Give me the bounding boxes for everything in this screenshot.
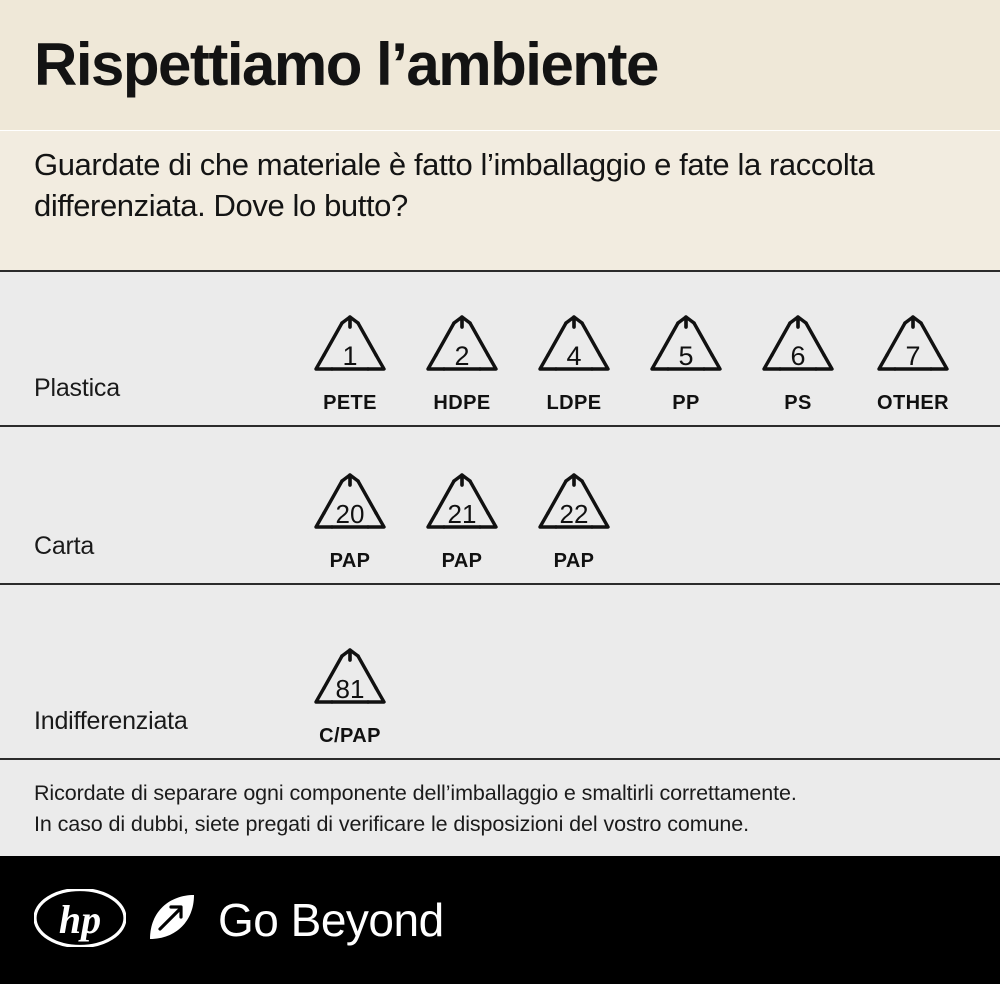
symbol-number: 81 <box>335 674 365 704</box>
brand-footer <box>0 856 1000 984</box>
recycling-symbol <box>518 461 630 573</box>
recycling-symbol <box>406 461 518 573</box>
symbol-code: C/PAP <box>319 725 381 747</box>
symbol-number: 7 <box>905 341 921 371</box>
title-band <box>0 0 1000 130</box>
note-line-2: In caso di dubbi, siete pregati di verificare le disposizioni del vostro comune. <box>34 811 750 836</box>
recycling-symbol <box>854 303 972 415</box>
symbol-code: HDPE <box>433 392 491 414</box>
symbol-code: PAP <box>553 550 595 572</box>
brand-tagline: Go Beyond <box>218 894 444 946</box>
symbol-number: 21 <box>447 499 477 529</box>
note-line-1: Ricordate di separare ogni componente dell’imballaggio e smaltirli correttamente. <box>34 781 797 805</box>
recycling-symbol <box>294 636 406 748</box>
disposal-note <box>0 758 1000 856</box>
symbol-group-carta <box>294 461 630 583</box>
recycling-triangle-icon <box>865 303 961 391</box>
table-row <box>0 425 1000 583</box>
symbol-number: 5 <box>678 341 694 371</box>
recycling-symbol <box>518 303 630 415</box>
recycling-triangle-icon <box>302 636 398 724</box>
material-label-carta: Carta <box>34 532 95 560</box>
recycling-triangle-icon <box>526 461 622 549</box>
page-title: Rispettiamo l’ambiente <box>34 30 658 98</box>
recycling-symbol <box>294 461 406 573</box>
materials-table <box>0 270 1000 758</box>
svg-text:hp: hp <box>58 896 102 942</box>
recycling-symbol <box>742 303 854 415</box>
leaf-arrow-icon <box>144 889 200 952</box>
recycling-symbol <box>406 303 518 415</box>
symbol-code: PAP <box>329 550 371 572</box>
symbol-number: 2 <box>454 341 470 371</box>
symbol-number: 1 <box>342 341 358 371</box>
symbol-number: 22 <box>559 499 589 529</box>
symbol-group-indifferenziata <box>294 636 406 758</box>
recycling-triangle-icon <box>638 303 734 391</box>
symbol-group-plastica <box>294 303 972 425</box>
symbol-code: LDPE <box>546 392 602 414</box>
table-row <box>0 270 1000 425</box>
symbol-number: 4 <box>566 341 582 371</box>
symbol-code: PS <box>784 392 812 414</box>
symbol-code: PAP <box>441 550 483 572</box>
subtitle-band <box>0 130 1000 270</box>
recycling-triangle-icon <box>414 461 510 549</box>
symbol-code: PP <box>672 392 700 414</box>
hp-logo-icon <box>34 889 126 952</box>
recycling-triangle-icon <box>526 303 622 391</box>
symbol-code: PETE <box>323 392 377 414</box>
material-label-indifferenziata: Indifferenziata <box>34 707 188 735</box>
symbol-number: 6 <box>790 341 806 371</box>
material-label-plastica: Plastica <box>34 374 120 402</box>
recycling-triangle-icon <box>750 303 846 391</box>
table-row <box>0 583 1000 758</box>
recycling-triangle-icon <box>414 303 510 391</box>
subtitle-text: Guardate di che materiale è fatto l’imballaggio e fate la raccolta differenziata. Dove lo butto? <box>34 147 875 223</box>
recycling-symbol <box>630 303 742 415</box>
recycling-symbol <box>294 303 406 415</box>
recycling-triangle-icon <box>302 461 398 549</box>
symbol-code: OTHER <box>877 392 949 414</box>
recycling-triangle-icon <box>302 303 398 391</box>
symbol-number: 20 <box>335 499 365 529</box>
